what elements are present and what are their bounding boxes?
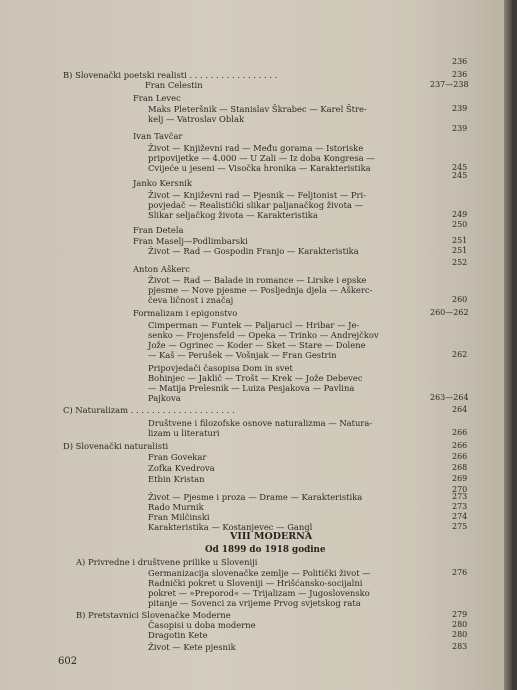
toc-entry-page: 263—264 <box>430 393 469 402</box>
toc-entry-text: pokret — »Preporod« — Trijalizam — Jugoslovensko <box>148 588 370 598</box>
toc-entry-text: lizam u literaturi <box>148 428 220 438</box>
toc-entry-text: Bohinjec — Jaklič — Trošt — Krek — Jože Debevec <box>148 373 363 383</box>
toc-entry-page: 260 <box>452 295 468 304</box>
toc-entry-page: 245 <box>452 163 468 172</box>
toc-entry-page: 269 <box>452 474 468 483</box>
toc-entry-text: Germanizacija slovenačke zemlje — Politički život — <box>148 568 371 578</box>
toc-entry-text: Fran Detela <box>133 225 184 235</box>
toc-entry-page: 236 <box>452 70 468 79</box>
toc-entry-page: 273 <box>452 492 468 501</box>
toc-entry-page: 280 <box>452 620 468 629</box>
toc-entry-page: 280 <box>452 630 468 639</box>
toc-entry-page: 237—238 <box>430 80 469 89</box>
toc-entry-text: Život — Rad — Gospodin Franjo — Karakteristika <box>148 246 359 256</box>
page-number: 602 <box>58 656 78 667</box>
toc-entry-text: Život — Književni rad — Pjesnik — Feljtonist — Pri- <box>148 190 367 200</box>
toc-entry-text: senko — Frojensfeld — Opeka — Trinko — Andrejčkov <box>148 330 379 340</box>
toc-entry-text: Janko Kersnik <box>133 178 192 188</box>
toc-entry-text: Zofka Kvedrova <box>148 463 215 473</box>
toc-entry-text: pripovijetke — 4.000 — U Zali — Iz doba Kongresa — <box>148 153 375 163</box>
toc-entry-page: 283 <box>452 642 468 651</box>
toc-entry-text: Fran Milčinski <box>148 512 210 522</box>
toc-entry-page: 264 <box>452 405 468 414</box>
toc-entry-text: Cvijeće u jeseni — Visočka hronika — Karakteristika <box>148 163 371 173</box>
toc-entry-page: 252 <box>452 258 468 267</box>
toc-entry-page: 276 <box>452 568 468 577</box>
toc-entry-text: Pripovjedači časopisa Dom in svet <box>148 363 293 373</box>
toc-entry-page: 275 <box>452 522 468 531</box>
toc-entry-text: Ivan Tavčar <box>133 131 183 141</box>
toc-entry-page: 262 <box>452 350 468 359</box>
toc-entry-text: Život — Kete pjesnik <box>148 642 236 652</box>
toc-entry-page: 266 <box>452 452 468 461</box>
toc-entry-page: 251 <box>452 246 468 255</box>
toc-entry-text: Etbin Kristan <box>148 474 205 484</box>
toc-entry-text: Fran Maselj—Podlimbarski <box>133 236 248 246</box>
toc-entry-text: — Matija Prelesnik — Luiza Pesjakova — Pavlina <box>148 383 355 393</box>
toc-entry-text: Karakteristika — Kostanjevec — Gangl <box>148 522 313 532</box>
toc-entry-text: pjesme — Nove pjesme — Posljednja djela — Aškerc- <box>148 285 373 295</box>
toc-entry-page: 236 <box>452 57 468 66</box>
toc-entry-page: 239 <box>452 124 468 133</box>
toc-entry-text: Anton Aškerc <box>133 264 190 274</box>
toc-entry-page: 266 <box>452 428 468 437</box>
toc-entry-text: Fran Celestin <box>145 80 203 90</box>
toc-entry-text: Dragotin Kete <box>148 630 208 640</box>
toc-entry-page: 245 <box>452 171 468 180</box>
toc-entry-text: Društvene i filozofske osnove naturalizma — Natura- <box>148 418 373 428</box>
toc-entry-page: 249 <box>452 210 468 219</box>
toc-entry-text: B) Pretstavnici Slovenačke Moderne <box>76 610 231 620</box>
toc-entry-text: Život — Književni rad — Među gorama — Istoriske <box>148 143 364 153</box>
toc-entry-page: 274 <box>452 512 468 521</box>
toc-entry-page: 260—262 <box>430 308 469 317</box>
toc-entry-text: — Kaš — Perušek — Vošnjak — Fran Gestrin <box>148 350 337 360</box>
toc-entry-text: čeva ličnost i značaj <box>148 295 234 305</box>
toc-entry-text: Časopisi u doba moderne <box>148 620 256 630</box>
toc-entry-page: 273 <box>452 502 468 511</box>
toc-entry-text: Pajkova <box>148 393 181 403</box>
toc-entry-page: 251 <box>452 236 468 245</box>
toc-entry-text: A) Privredne i društvene prilike u Sloveniji <box>76 557 258 567</box>
toc-entry-text: B) Slovenački poetski realisti . . . . . . . . . . . . . . . . . <box>63 70 278 80</box>
toc-entry-text: Maks Pleteršnik — Stanislav Škrabec — Karel Štre- <box>148 104 367 114</box>
toc-entry-text: Rado Murnik <box>148 502 204 512</box>
toc-entry-text: Formalizam i epigonstvo <box>133 308 238 318</box>
toc-entry-text: Život — Rad — Balade in romance — Lirske i epske <box>148 275 367 285</box>
toc-entry-text: D) Slovenački naturalisti <box>63 441 169 451</box>
toc-entry-text: C) Naturalizam . . . . . . . . . . . . . . . . . . . . <box>63 405 235 415</box>
toc-entry-text: Cimperman — Funtek — Paljarucl — Hribar — Je- <box>148 320 360 330</box>
book-spine <box>504 0 512 690</box>
toc-entry-page: 279 <box>452 610 468 619</box>
toc-entry-text: Život — Pjesme i proza — Drame — Karakteristika <box>148 492 363 502</box>
toc-entry-text: Fran Govekar <box>148 452 207 462</box>
toc-entry-text: povjedač — Realistički slikar paljanačkog života — <box>148 200 363 210</box>
toc-entry-text: Jože — Ogrinec — Koder — Sket — Stare — Dolene <box>148 340 366 350</box>
toc-entry-text: Slikar seljačkog života — Karakteristika <box>148 210 318 220</box>
toc-entry-text: Fran Levec <box>133 93 181 103</box>
toc-entry-page: 266 <box>452 441 468 450</box>
toc-entry-page: 250 <box>452 220 468 229</box>
toc-entry-text: kelj — Vatroslav Oblak <box>148 114 245 124</box>
section-subheading: Od 1899 do 1918 godine <box>205 545 326 555</box>
toc-entry-text: pitanje — Sovenci za vrijeme Prvog svjetskog rata <box>148 598 361 608</box>
toc-entry-page: 268 <box>452 463 468 472</box>
toc-entry-page: 270 <box>452 485 468 494</box>
toc-entry-page: 239 <box>452 104 468 113</box>
section-heading: VIII MODERNA <box>230 531 313 542</box>
toc-entry-text: Radnički pokret u Sloveniji — Hrišćansko-socijalni <box>148 578 363 588</box>
